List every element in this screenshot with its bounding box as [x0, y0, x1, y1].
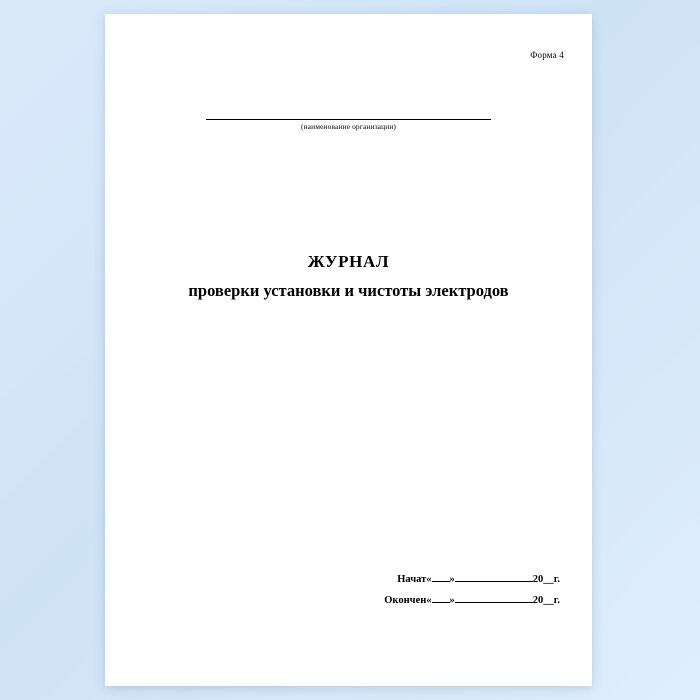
- start-quote-close: »: [449, 574, 455, 585]
- end-year-prefix: 20: [532, 595, 544, 606]
- end-quote-close: »: [449, 595, 455, 606]
- end-day-blank[interactable]: [432, 602, 450, 603]
- end-quote-open: «: [426, 595, 432, 606]
- form-number-label: Форма 4: [530, 50, 564, 60]
- start-year-prefix: 20: [532, 574, 544, 585]
- organization-block: [105, 106, 592, 131]
- start-date-line: [105, 574, 560, 585]
- start-month-blank[interactable]: [455, 581, 533, 582]
- end-date-line: [105, 595, 560, 606]
- page-title: ЖУРНАЛ: [307, 252, 390, 271]
- page-subtitle: проверки установки и чистоты электродов: [188, 281, 509, 300]
- start-day-blank[interactable]: [432, 581, 450, 582]
- footer-block: [105, 574, 592, 616]
- end-month-blank[interactable]: [455, 602, 533, 603]
- start-year-suffix: __г.: [543, 574, 560, 585]
- organization-caption: (наименование организации): [300, 122, 397, 131]
- organization-name-blank[interactable]: [206, 106, 491, 120]
- end-year-suffix: __г.: [543, 595, 560, 606]
- document-page: [105, 14, 592, 686]
- end-label: Окончен: [384, 595, 427, 606]
- title-block: [105, 252, 592, 301]
- start-quote-open: «: [426, 574, 432, 585]
- start-label: Начат: [397, 574, 427, 585]
